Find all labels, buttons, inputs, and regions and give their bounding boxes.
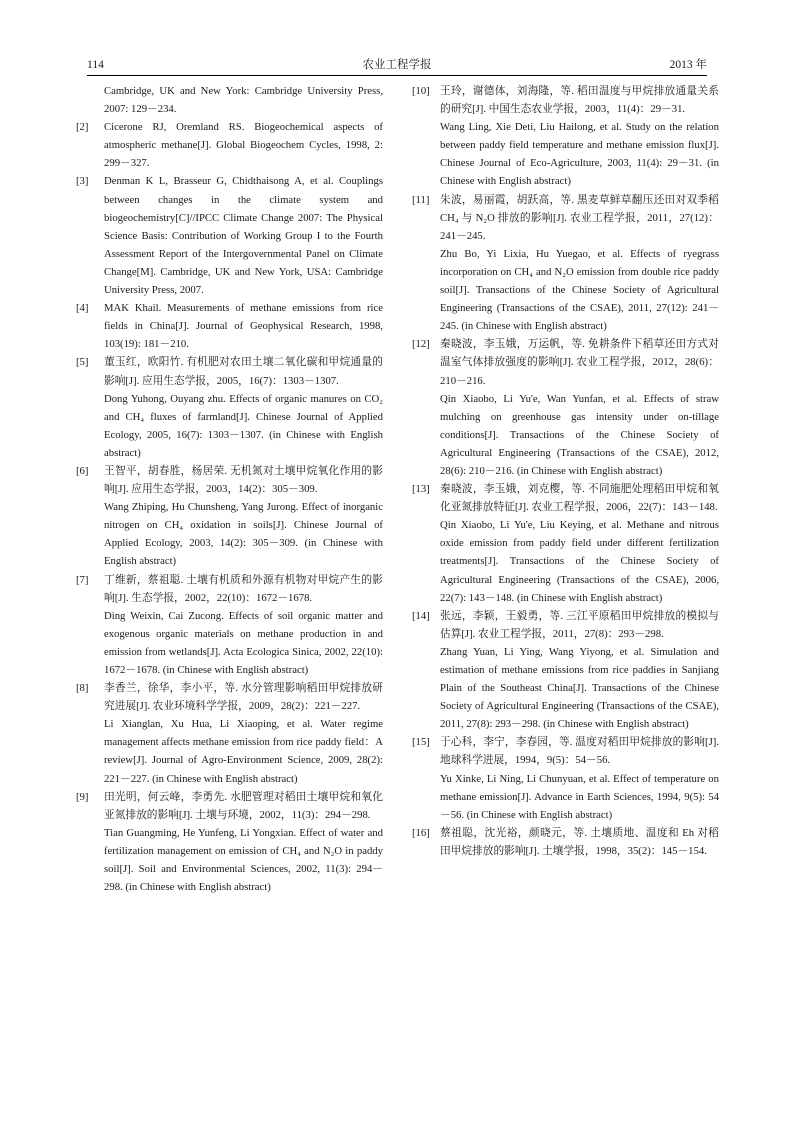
reference-text-chinese: 秦晓波，李玉娥，万运帆，等. 免耕条件下稻草还田方式对温室气体排放强度的影响[J]. 农业工程学报，2012，28(6)：210－216. xyxy=(440,338,719,387)
reference-text-english: Denman K L, Brasseur G, Chidthaisong A, et al. Couplings between changes in the climate system and biogeochemistry[C]//IPCC Climate Change 2007: The Physical Science Basis: Contribution of Working Group I to the Fourth Assessment Report of the Intergovernmental Panel on Climate Change[M]. Cambridge, UK and New York, USA: Cambridge University Press, 2007. xyxy=(104,175,383,297)
reference-text-english: Ding Weixin, Cai Zucong. Effects of soil organic matter and exogenous organic materials on methane production in and emission from wetlands[J]. Acta Ecologica Sinica, 2002, 22(10): 1672－1678. (in Chinese with English abstract) xyxy=(104,609,383,676)
reference-number: [14] xyxy=(412,609,430,622)
reference-text-english: Wang Ling, Xie Deti, Liu Hailong, et al. Study on the relation between paddy field temperature and methane emission flux[J]. Chinese Journal of Eco-Agriculture, 2003, 11(4): 29－31. (in Chinese with English abstract) xyxy=(440,121,719,188)
reference-text-english: Dong Yuhong, Ouyang zhu. Effects of organic manures on CO₂ and CH₄ fluxes of farmland[J]. Chinese Journal of Applied Ecology, 2005, 16(7): 1303－1307. (in Chinese with English abstract) xyxy=(104,392,383,459)
reference-number: [13] xyxy=(412,483,430,496)
reference-text-chinese: 田光明，何云峰，李勇先. 水肥管理对稻田土壤甲烷和氧化亚氮排放的影响[J]. 土壤与环境，2002，11(3)：294－298. xyxy=(104,790,383,821)
reference-item xyxy=(76,788,383,897)
reference-item xyxy=(412,335,719,480)
reference-text-english: Zhang Yuan, Li Ying, Wang Yiyong, et al. Simulation and estimation of methane emissions from rice paddies in Sanjiang Plain of the Southeast China[J]. Transactions of the Chinese Society of Agricultural Engineering (Transactions of the CSAE), 2011, 27(8): 293－298. (in Chinese with English abstract) xyxy=(440,645,719,731)
reference-text-chinese: 王智平，胡春胜，杨居荣. 无机氮对土壤甲烷氧化作用的影响[J]. 应用生态学报，2003，14(2)：305－309. xyxy=(104,464,383,496)
reference-item xyxy=(76,299,383,353)
reference-text-chinese: 王玲，谢德体，刘海隆，等. 稻田温度与甲烷排放通量关系的研究[J]. 中国生态农业学报，2003，11(4)：29－31. xyxy=(440,85,719,116)
reference-item xyxy=(412,82,719,191)
reference-number: [10] xyxy=(412,85,430,97)
reference-item xyxy=(412,191,719,336)
publication-year: 2013 年 xyxy=(669,59,707,71)
reference-text-chinese: 丁维新，蔡祖聪. 土壤有机质和外源有机物对甲烷产生的影响[J]. 生态学报，2002，22(10)：1672－1678. xyxy=(104,573,383,604)
reference-number: [4] xyxy=(76,302,89,315)
reference-item xyxy=(76,571,383,680)
running-header xyxy=(87,57,707,74)
reference-text-chinese: 蔡祖聪，沈光裕，颜晓元，等. 土壤质地、温度和 Eh 对稻田甲烷排放的影响[J]. 土壤学报，1998，35(2)：145－154. xyxy=(440,826,719,857)
reference-text-english: Yu Xinke, Li Ning, Li Chunyuan, et al. Effect of temperature on methane emission[J]. Advance in Earth Sciences, 1994, 9(5): 54－56. (in Chinese with English abstract) xyxy=(440,772,719,821)
reference-text-chinese: 李香兰，徐华，李小平，等. 水分管理影响稻田甲烷排放研究进展[J]. 农业环境科学学报，2009，28(2)：221－227. xyxy=(104,682,383,713)
reference-item xyxy=(412,480,719,607)
reference-text-chinese: 秦晓波，李玉娥，刘克樱，等. 不同施肥处理稻田甲烷和氧化亚氮排放特征[J]. 农业工程学报，2006，22(7)：143－148. xyxy=(440,483,719,514)
reference-text-english: Li Xianglan, Xu Hua, Li Xiaoping, et al. Water regime management affects methane emission from rice paddy field：A review[J]. Journal of Agro-Environment Science, 2009, 28(2): 221－227. (in Chinese with English abstract) xyxy=(104,718,383,785)
reference-text-english: Wang Zhiping, Hu Chunsheng, Yang Jurong. Effect of inorganic nitrogen on CH₄ oxidation in soils[J]. Chinese Journal of Applied Ecology, 2003, 14(2): 305－309. (in Chinese with English abstract) xyxy=(104,501,383,568)
journal-title: 农业工程学报 xyxy=(362,59,432,71)
reference-text-english: Qin Xiaobo, Li Yu'e, Liu Keying, et al. Methane and nitrous oxide emission from paddy field under different fertilization treatments[J]. Transactions of the Chinese Society of Agricultural Engineering (Transactions of the CSAE), 2006, 22(7): 143－148. (in Chinese with English abstract) xyxy=(440,519,719,604)
reference-item xyxy=(76,679,383,788)
reference-column-right xyxy=(412,82,719,860)
page-number: 114 xyxy=(87,59,104,71)
reference-text-english: Cambridge, UK and New York: Cambridge University Press, 2007: 129－234. xyxy=(104,85,383,116)
reference-number: [6] xyxy=(76,464,89,477)
reference-number: [3] xyxy=(76,175,89,188)
reference-item xyxy=(76,172,383,299)
reference-number: [2] xyxy=(76,121,89,134)
reference-text-chinese: 朱波，易丽霞，胡跃高，等. 黑麦草鲜草翻压还田对双季稻 CH₄ 与 N₂O 排放的影响[J]. 农业工程学报，2011，27(12)：241－245. xyxy=(440,193,719,242)
reference-item xyxy=(412,607,719,734)
reference-text-english: MAK Khail. Measurements of methane emissions from rice fields in China[J]. Journal of Geophysical Research, 1998, 103(19): 181－210. xyxy=(104,302,383,351)
reference-item xyxy=(412,824,719,860)
reference-text-english: Zhu Bo, Yi Lixia, Hu Yuegao, et al. Effects of ryegrass incorporation on CH₄ and N₂O emission from double rice paddy soil[J]. Transactions of the Chinese Society of Agricultural Engineering (Transactions of the CSAE), 2011, 27(12): 241－245. (in Chinese with English abstract) xyxy=(440,247,719,333)
reference-number: [11] xyxy=(412,193,430,206)
reference-text-english: Cicerone RJ, Oremland RS. Biogeochemical aspects of atmospheric methane[J]. Global Biogeochem Cycles, 1998, 2: 299－327. xyxy=(104,121,383,170)
reference-text-chinese: 于心科，李宁，李春园，等. 温度对稻田甲烷排放的影响[J]. 地球科学进展，1994，9(5)：54－56. xyxy=(440,736,719,767)
reference-item xyxy=(76,462,383,571)
reference-number: [15] xyxy=(412,736,430,749)
reference-item xyxy=(412,733,719,823)
reference-number: [9] xyxy=(76,790,89,803)
reference-text-english: Qin Xiaobo, Li Yu'e, Wan Yunfan, et al. Effects of straw mulching on greenhouse gas intensity under on-tillage conditions[J]. Transactions of the Chinese Society of Agricultural Engineering (Transactions of the CSAE), 2012, 28(6): 210－216. (in Chinese with English abstract) xyxy=(440,392,719,477)
reference-number: [7] xyxy=(76,573,89,586)
reference-text-chinese: 张远，李颖，王毅勇，等. 三江平原稻田甲烷排放的模拟与估算[J]. 农业工程学报，2011，27(8)：293－298. xyxy=(440,609,719,640)
reference-text-chinese: 董玉红，欧阳竹. 有机肥对农田土壤二氧化碳和甲烷通量的影响[J]. 应用生态学报，2005，16(7)：1303－1307. xyxy=(104,356,383,387)
reference-item xyxy=(76,353,383,462)
header-rule xyxy=(87,75,707,76)
reference-number: [16] xyxy=(412,826,430,839)
reference-number: [8] xyxy=(76,682,89,695)
reference-number: [12] xyxy=(412,338,430,351)
reference-number: [5] xyxy=(76,356,89,369)
reference-item xyxy=(76,118,383,172)
reference-text-english: Tian Guangming, He Yunfeng, Li Yongxian. Effect of water and fertilization management on emission of CH₄ and N₂O in paddy soil[J]. Soil and Environmental Sciences, 2002, 11(3): 294－298. (in Chinese with English abstract) xyxy=(104,826,383,894)
reference-column-left xyxy=(76,82,383,896)
reference-item xyxy=(76,82,383,118)
